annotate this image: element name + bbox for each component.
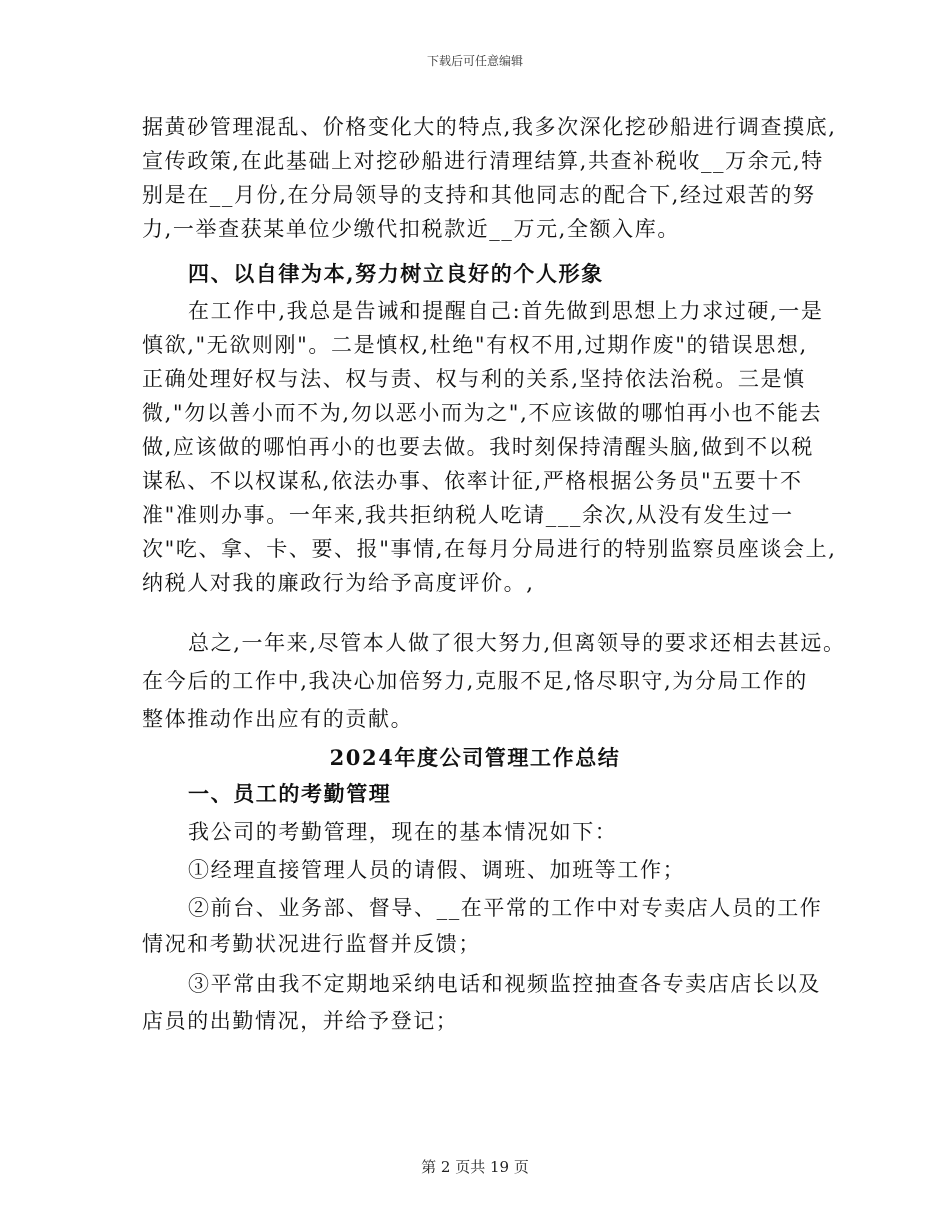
body-line: 据黄砂管理混乱、价格变化大的特点,我多次深化挖砂船进行调查摸底, [142,115,837,139]
body-line: 我公司的考勤管理，现在的基本情况如下： [188,820,618,844]
list-item: ①经理直接管理人员的请假、调班、加班等工作； [188,858,686,882]
body-line: 做,应该做的哪怕再小的也要去做。我时刻保持清醒头脑,做到不以税 [142,435,814,459]
page-header: 下载后可任意编辑 [426,54,523,68]
section-heading: 四、以自律为本,努力树立良好的个人形象 [188,261,604,286]
body-line: 在今后的工作中,我决心加倍努力,克服不足,恪尽职守,为分局工作的 [142,669,808,693]
body-line: 在工作中,我总是告诫和提醒自己:首先做到思想上力求过硬,一是 [188,299,824,323]
section-heading: 一、员工的考勤管理 [188,781,392,806]
body-line: 准"准则办事。一年来,我共拒纳税人吃请___余次,从没有发生过一 [142,503,794,527]
body-line: 正确处理好权与法、权与责、权与利的关系,坚持依法治税。三是慎 [142,367,806,391]
body-line: 次"吃、拿、卡、要、报"事情,在每月分局进行的特别监察员座谈会上, [142,537,837,561]
body-line: 店员的出勤情况，并给予登记； [142,1009,459,1033]
body-line: 力,一举查获某单位少缴代扣税款近__万元,全额入库。 [142,217,680,241]
list-item: ②前台、业务部、督导、__在平常的工作中对专卖店人员的工作 [188,896,823,920]
page-footer: 第 2 页共 19 页 [421,1158,529,1176]
document-title: 2024年度公司管理工作总结 [329,745,621,770]
body-line: 慎欲,"无欲则刚"。二是慎权,杜绝"有权不用,过期作废"的错误思想, [142,333,808,357]
body-line: 谋私、不以权谋私,依法办事、依率计征,严格根据公务员"五要十不 [142,469,803,493]
body-line: 微,"勿以善小而不为,勿以恶小而为之",不应该做的哪怕再小也不能去 [142,401,823,425]
body-line: 别是在__月份,在分局领导的支持和其他同志的配合下,经过艰苦的努 [142,183,816,207]
body-line: 情况和考勤状况进行监督并反馈； [142,932,481,956]
body-line: 宣传政策,在此基础上对挖砂船进行清理结算,共查补税收__万余元,特 [142,149,824,173]
body-line: 总之,一年来,尽管本人做了很大努力,但离领导的要求还相去甚远。 [188,631,846,655]
body-line: 整体推动作出应有的贡献。 [142,707,414,731]
list-item: ③平常由我不定期地采纳电话和视频监控抽查各专卖店店长以及 [188,972,821,996]
body-line: 纳税人对我的廉政行为给予高度评价。, [142,571,535,595]
